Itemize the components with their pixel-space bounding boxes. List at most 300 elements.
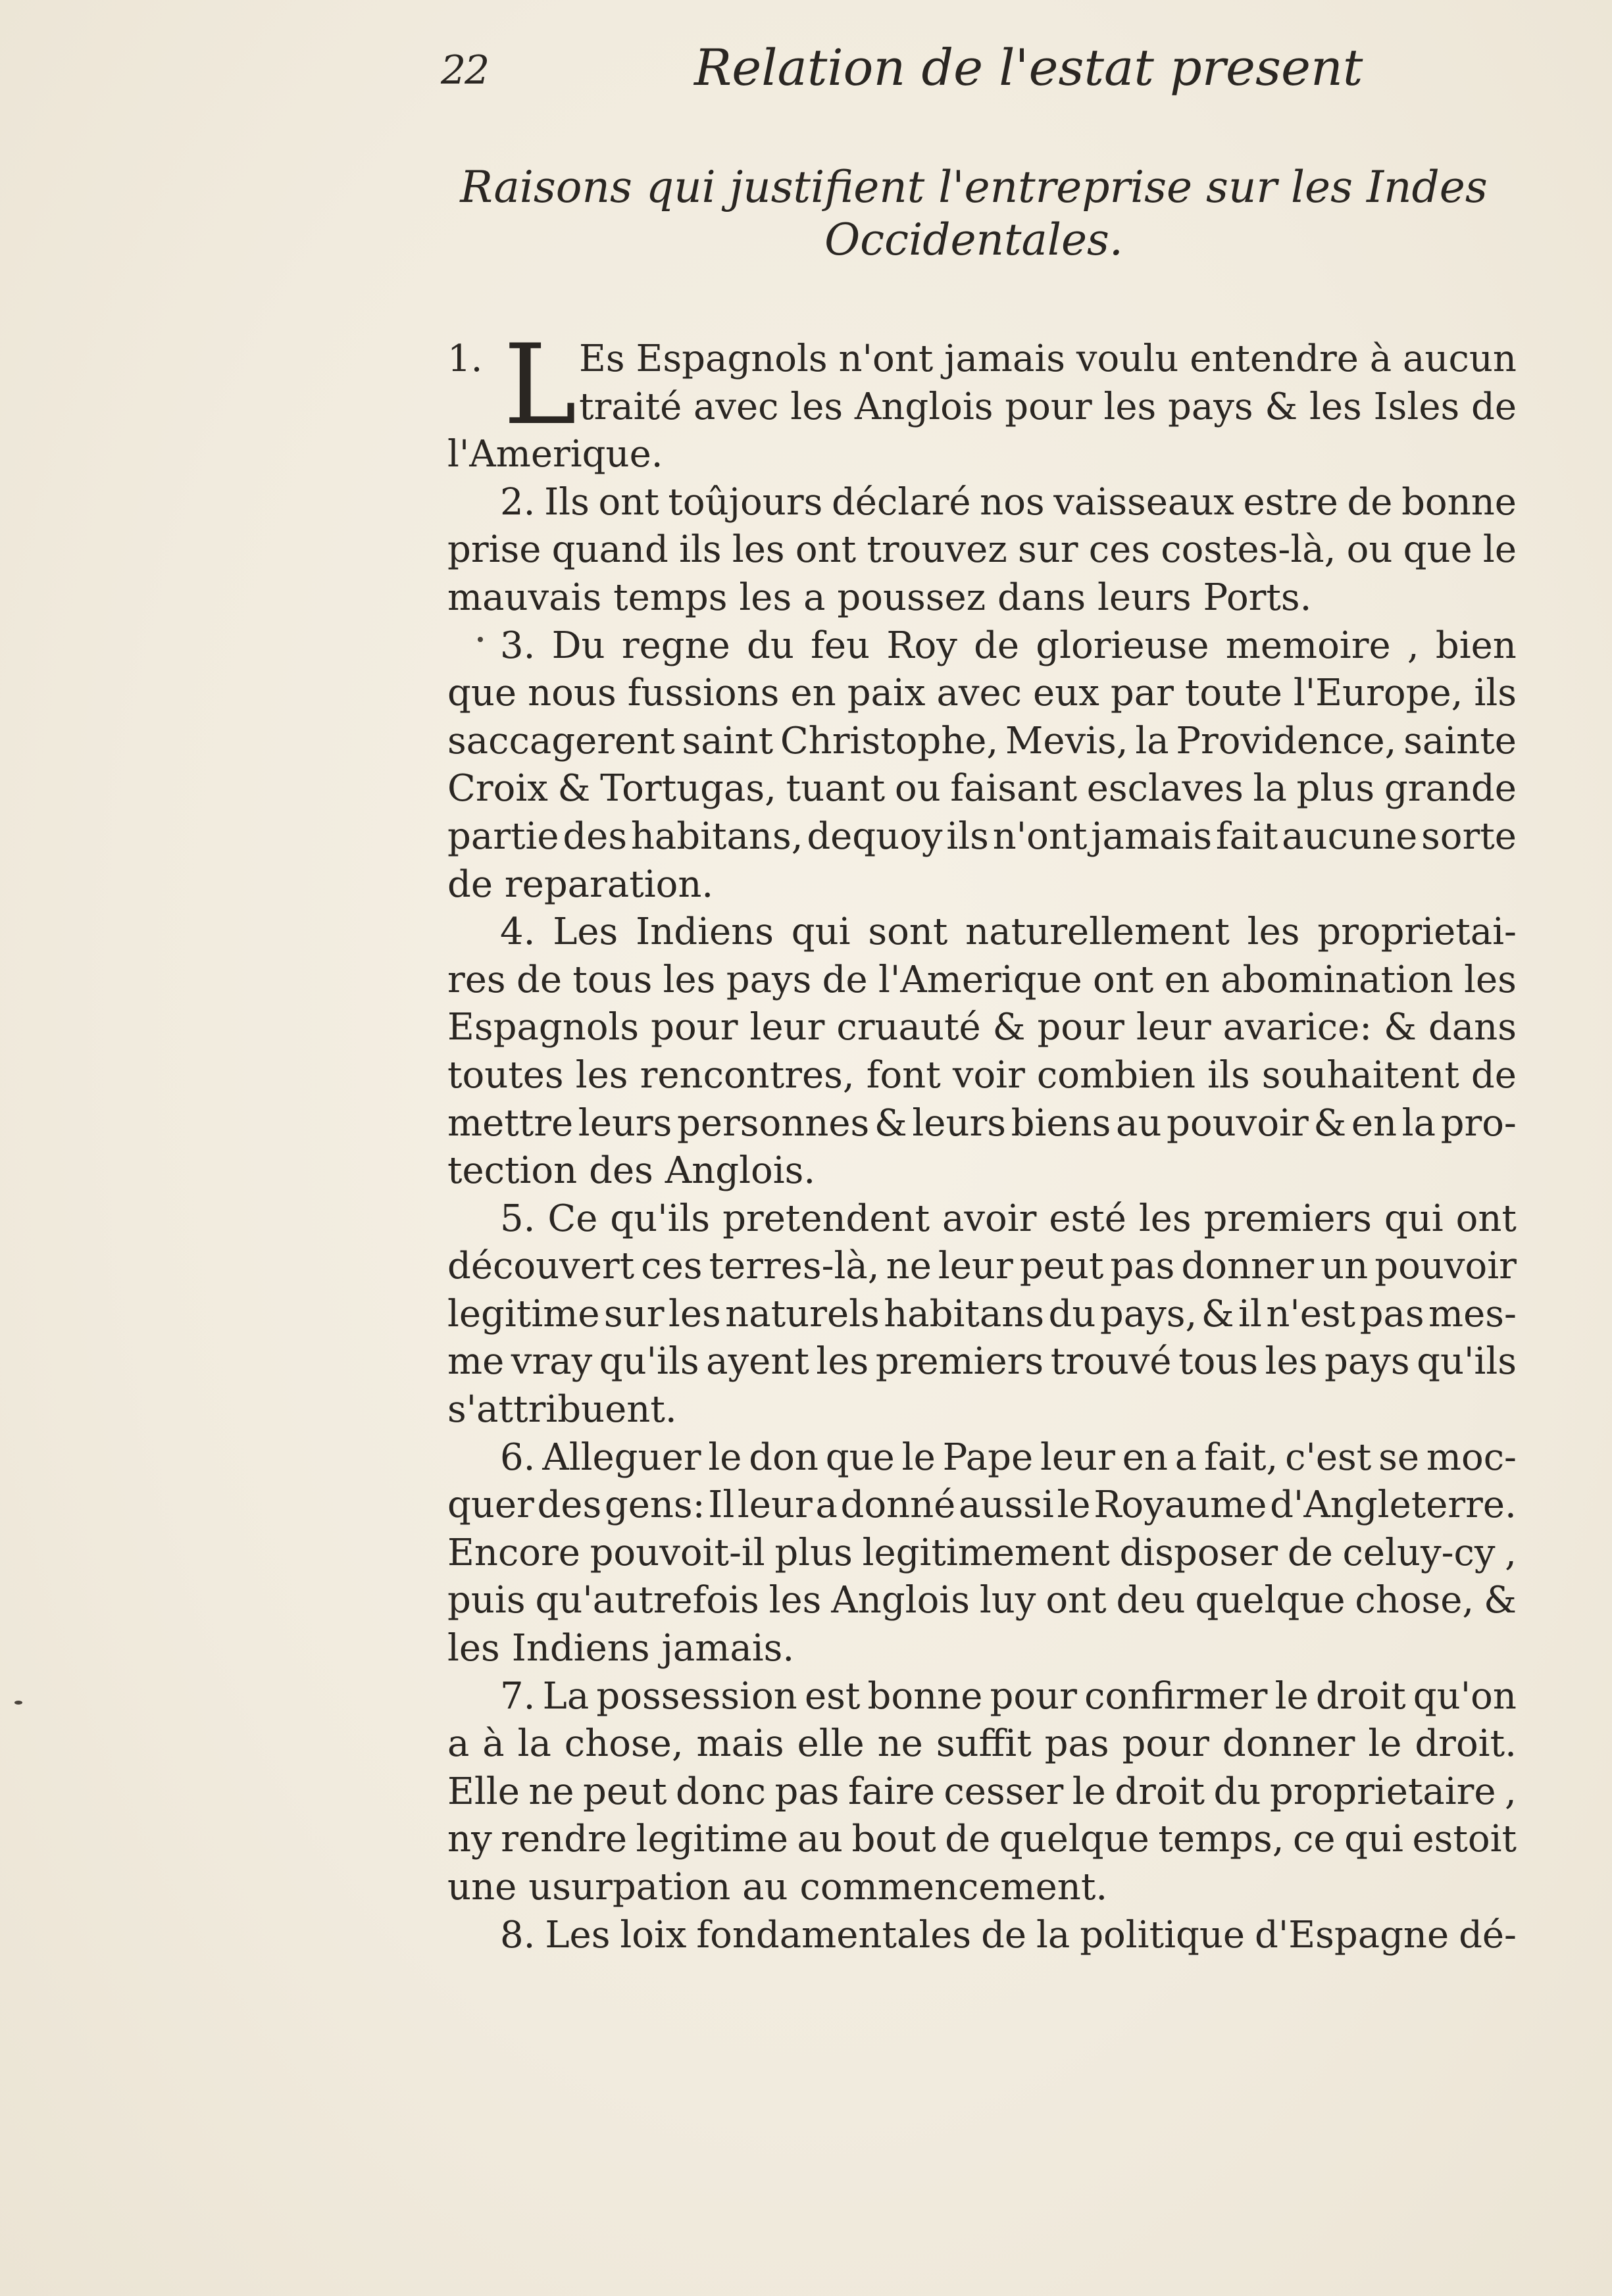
word: La (542, 1674, 590, 1718)
word: sorte (1421, 814, 1517, 858)
word: les (447, 1627, 500, 1670)
word: 5. (500, 1197, 536, 1240)
word: & (1201, 1292, 1234, 1335)
text-line (447, 670, 1517, 718)
word: & (1384, 1006, 1417, 1049)
word: leurs (578, 1101, 672, 1145)
word: pouvoir (1167, 1101, 1309, 1145)
word: les (732, 528, 785, 572)
word: me (447, 1340, 505, 1384)
word: en (790, 672, 836, 715)
text-line (447, 622, 1517, 670)
word: pays (1324, 1340, 1410, 1384)
word: estre (1243, 480, 1338, 524)
word: ce (1293, 1818, 1336, 1861)
word: qui (1384, 1197, 1444, 1240)
word: Pape (942, 1435, 1034, 1479)
word: tuant (786, 767, 886, 811)
word: jamais. (661, 1627, 795, 1670)
word: par (1110, 672, 1174, 715)
word: une (447, 1866, 517, 1909)
text-line (447, 1338, 1517, 1386)
section-title (421, 161, 1526, 266)
word: le (1274, 1674, 1309, 1718)
word: dans (997, 576, 1086, 619)
page-header (441, 38, 1363, 104)
word: puis (447, 1579, 526, 1622)
word: proprietaire (1269, 1770, 1496, 1813)
text-line (447, 1052, 1517, 1100)
word: voir (952, 1053, 1025, 1097)
word: pas (1044, 1722, 1109, 1766)
word: Croix (447, 767, 548, 811)
word: de (1347, 480, 1393, 524)
word: font (866, 1053, 941, 1097)
text-line (447, 1912, 1517, 1960)
word: du (1048, 1292, 1096, 1335)
word: bien (1435, 624, 1517, 667)
word: possession (596, 1674, 797, 1718)
word: n'ont (992, 814, 1088, 858)
word: fait (1215, 814, 1278, 858)
word: que (825, 1435, 895, 1479)
word: Ils (544, 480, 590, 524)
word: a (447, 1722, 470, 1766)
word: n'ont (838, 337, 934, 380)
word: pas (1359, 1292, 1424, 1335)
word: leurs (1097, 576, 1192, 619)
word: pro- (1440, 1101, 1517, 1145)
text-line (447, 1243, 1517, 1291)
word: a (803, 576, 826, 619)
word: luy (979, 1579, 1036, 1622)
word: que (447, 672, 517, 715)
word: les (1265, 1340, 1318, 1384)
word: , (1505, 1531, 1517, 1574)
word: temps (613, 576, 728, 619)
text-line (447, 1004, 1517, 1052)
word: sainte (1403, 719, 1517, 762)
word: les (1464, 958, 1517, 1001)
word: legitime (447, 1292, 600, 1335)
text-line (447, 574, 1517, 622)
word: la (1401, 1101, 1436, 1145)
word: les (1309, 385, 1362, 428)
word: les (768, 1579, 822, 1622)
section-title-line-1: Raisons qui justifient l'entreprise sur les Indes (460, 162, 1488, 212)
word: partie (447, 814, 559, 858)
word: regne (621, 624, 730, 667)
word: sur (1017, 528, 1078, 572)
word: & (1313, 1101, 1347, 1145)
word: les (739, 576, 792, 619)
word: premiers (875, 1340, 1044, 1384)
text-line (447, 1816, 1517, 1864)
word: qu'ils (1417, 1340, 1517, 1384)
text-line (447, 336, 1517, 384)
word: ont (1093, 958, 1154, 1001)
text-line (447, 957, 1517, 1005)
word: qu'ils (599, 1340, 699, 1384)
word: pays, (1099, 1292, 1197, 1335)
body-text (447, 320, 1517, 1959)
word: leurs (912, 1101, 1007, 1145)
word: Anglois (831, 1579, 970, 1622)
word: le (1072, 1770, 1106, 1813)
word: leur (737, 1484, 813, 1527)
word: pouvoit-il (590, 1531, 765, 1574)
word: Les (553, 911, 618, 954)
text-line (447, 1577, 1517, 1625)
word: Ce (547, 1197, 598, 1240)
word: de (1471, 1053, 1517, 1097)
word: fussions (627, 672, 780, 715)
word: du (747, 624, 794, 667)
word: , (1505, 1770, 1517, 1813)
word: nos (980, 480, 1045, 524)
word: mes- (1428, 1292, 1517, 1335)
word: Il (708, 1484, 735, 1527)
word: Mevis, (1005, 719, 1128, 762)
page-number: 22 (441, 47, 489, 93)
text-line (447, 1195, 1517, 1243)
word: qu'on (1413, 1674, 1517, 1718)
word: combien (1036, 1053, 1196, 1097)
line-rest (579, 336, 1517, 384)
word: abomination (1221, 958, 1453, 1001)
word: le (708, 1435, 742, 1479)
word: cruauté (836, 1006, 981, 1049)
word: bout (851, 1818, 936, 1861)
word: ils (1207, 1053, 1250, 1097)
word: avec (693, 385, 779, 428)
word: rendre (501, 1818, 627, 1861)
word: , (1407, 624, 1419, 667)
word: droit (1315, 1674, 1406, 1718)
word: s'attribuent. (447, 1388, 677, 1432)
word: n'est (1266, 1292, 1356, 1335)
word: de (945, 1818, 991, 1861)
word: gens: (604, 1484, 705, 1527)
word: traité (579, 385, 682, 428)
word: sur (603, 1292, 665, 1335)
word: trouvez (867, 528, 1007, 572)
word: feu (811, 624, 870, 667)
word: ont (795, 528, 857, 572)
word: Anglois. (665, 1149, 816, 1193)
word: faisant (950, 767, 1078, 811)
word: saint (682, 719, 774, 762)
word: aucun (1403, 337, 1517, 380)
word: politique (1080, 1913, 1246, 1957)
word: 2. (500, 480, 536, 524)
word: a (1174, 1435, 1197, 1479)
word: Tortugas, (600, 767, 776, 811)
section-title-line-2: Occidentales. (824, 214, 1123, 265)
word: l'Europe, (1293, 672, 1463, 715)
word: temps, (1158, 1818, 1284, 1861)
word: sont (868, 911, 948, 954)
drop-cap: L (503, 320, 577, 449)
word: fondamentales (696, 1913, 972, 1957)
word: avarice: (1222, 1006, 1373, 1049)
word: ils (1474, 672, 1517, 715)
word: don (749, 1435, 819, 1479)
word: toute (1184, 672, 1282, 715)
text-line (447, 718, 1517, 766)
word: de (1471, 385, 1517, 428)
word: en (1122, 1435, 1168, 1479)
word: Alleguer (542, 1435, 701, 1479)
text-line (447, 909, 1517, 957)
word: ne (877, 1722, 923, 1766)
text-line (447, 1291, 1517, 1339)
word: avoir (942, 1197, 1037, 1240)
word: les (668, 1292, 721, 1335)
word: de (974, 624, 1020, 667)
word: Providence, (1176, 719, 1397, 762)
word: c'est (1285, 1435, 1372, 1479)
word: donné (840, 1484, 956, 1527)
word: terres-là, (709, 1245, 880, 1288)
word: pays (726, 958, 812, 1001)
word: Les (545, 1913, 611, 1957)
word: estoit (1412, 1818, 1517, 1861)
word: les (1247, 911, 1300, 954)
word: & (557, 767, 591, 811)
word: l'Amerique. (447, 433, 663, 476)
word: qu'ils (610, 1197, 711, 1240)
word: bonne (1401, 480, 1517, 524)
word: Isles (1373, 385, 1460, 428)
text-line (447, 1100, 1517, 1148)
word: & (992, 1006, 1026, 1049)
word: pouvoir (1374, 1245, 1517, 1288)
word: nous (528, 672, 617, 715)
word: de (822, 958, 868, 1001)
text-line (447, 431, 1517, 479)
word: avec (936, 672, 1022, 715)
word: la (1135, 719, 1169, 762)
word: esté (1049, 1197, 1126, 1240)
text-line (447, 1720, 1517, 1768)
word: d'Angleterre. (1270, 1484, 1517, 1527)
word: est (804, 1674, 861, 1718)
text-line (447, 1864, 1517, 1912)
word: déclaré (831, 480, 971, 524)
word: reparation. (504, 862, 714, 906)
word: Roy (886, 624, 957, 667)
word: jamais (944, 337, 1066, 380)
word: loix (620, 1913, 687, 1957)
word: confirmer (1084, 1674, 1268, 1718)
word: cesser (944, 1770, 1064, 1813)
word: grande (1384, 767, 1517, 811)
word: ne (886, 1245, 932, 1288)
word: eux (1033, 672, 1099, 715)
word: proprietai- (1317, 911, 1517, 954)
word: les (1138, 1197, 1192, 1240)
word: pretendent (722, 1197, 930, 1240)
word: ny (447, 1818, 492, 1861)
word: les (790, 385, 844, 428)
word: pour (1037, 1006, 1124, 1049)
word: de (981, 1913, 1027, 1957)
word: qui (791, 911, 851, 954)
word: la (1036, 1913, 1070, 1957)
word: esclaves (1086, 767, 1244, 811)
word: se (1378, 1435, 1420, 1479)
word: ont (1455, 1197, 1517, 1240)
word: au (1115, 1101, 1162, 1145)
word: & (874, 1101, 907, 1145)
text-line (447, 1530, 1517, 1578)
word: à (1369, 337, 1392, 380)
word: Royaume (1094, 1484, 1267, 1527)
word: ne (528, 1770, 574, 1813)
text-line (447, 384, 1517, 432)
word: naturellement (965, 911, 1230, 954)
word: fait, (1203, 1435, 1278, 1479)
word: saccagerent (447, 719, 675, 762)
word: l'Amerique (878, 958, 1082, 1001)
word: leur (1136, 1006, 1211, 1049)
word: le (901, 1435, 936, 1479)
word: mettre (447, 1101, 574, 1145)
word: costes-là, (1161, 528, 1336, 572)
text-line (447, 813, 1517, 861)
text-line (447, 1434, 1517, 1482)
word: droit (1115, 1770, 1205, 1813)
word: Es (579, 337, 625, 380)
print-speck (14, 1701, 22, 1705)
word: quand (551, 528, 668, 572)
word: poussez (837, 576, 986, 619)
word: prise (447, 528, 542, 572)
word: trouvé (1050, 1340, 1172, 1384)
word: qui (1344, 1818, 1403, 1861)
word: rencontres, (640, 1053, 855, 1097)
word: les (1103, 385, 1157, 428)
word: en (1164, 958, 1210, 1001)
word: quer (447, 1484, 534, 1527)
word: donner (1181, 1245, 1315, 1288)
word: dequoy (807, 814, 943, 858)
word: toutes (447, 1053, 564, 1097)
word: Indiens (511, 1627, 650, 1670)
word: ayent (706, 1340, 809, 1384)
word: elle (797, 1722, 865, 1766)
word: legitime (636, 1818, 788, 1861)
word: de (516, 958, 562, 1001)
text-line (447, 1147, 1517, 1195)
word: leur (1040, 1435, 1115, 1479)
word: a (815, 1484, 838, 1527)
word: quelque (1195, 1579, 1346, 1622)
word: & (1484, 1579, 1517, 1622)
word: ont (1045, 1579, 1107, 1622)
word: Christophe, (780, 719, 999, 762)
word: mauvais (447, 576, 602, 619)
word: Encore (447, 1531, 580, 1574)
word: dans (1428, 1006, 1517, 1049)
word: personnes (677, 1101, 870, 1145)
word: 4. (500, 911, 536, 954)
word: le (1368, 1722, 1402, 1766)
word: Espagnols (636, 337, 828, 380)
word: legitimement (862, 1531, 1110, 1574)
text-line (447, 526, 1517, 574)
word: habitans (884, 1292, 1045, 1335)
word: le (1482, 528, 1517, 572)
word: jamais (1091, 814, 1213, 858)
word: res (447, 958, 506, 1001)
word: il (1238, 1292, 1262, 1335)
word: 7. (500, 1674, 536, 1718)
word: tous (1178, 1340, 1259, 1384)
word: plus (774, 1531, 853, 1574)
word: tous (572, 958, 653, 1001)
word: chose, (564, 1722, 684, 1766)
word: 3. (500, 624, 536, 667)
word: tection (447, 1149, 578, 1193)
word: naturels (725, 1292, 880, 1335)
word: pas (774, 1770, 840, 1813)
word: ces (641, 1245, 703, 1288)
text-line (447, 1386, 1517, 1434)
word: pas (1110, 1245, 1175, 1288)
word: le (1057, 1484, 1091, 1527)
word: que (1403, 528, 1473, 572)
word: 6. (500, 1435, 536, 1479)
word: dé- (1459, 1913, 1517, 1957)
word: vray (511, 1340, 593, 1384)
word: voulu (1076, 337, 1179, 380)
word: des (589, 1149, 653, 1193)
word: ou (894, 767, 941, 811)
word: entendre (1190, 337, 1359, 380)
text-line (447, 861, 1517, 909)
text-line (447, 1625, 1517, 1673)
word: donner (1222, 1722, 1355, 1766)
word: disposer (1119, 1531, 1278, 1574)
word: biens (1011, 1101, 1111, 1145)
word: deu (1116, 1579, 1186, 1622)
word: du (1213, 1770, 1261, 1813)
word: ces (1088, 528, 1150, 572)
word: peut (1019, 1245, 1104, 1288)
running-title: Relation de l'estat present (694, 38, 1363, 97)
word: droit. (1415, 1722, 1517, 1766)
word: qu'autrefois (535, 1579, 759, 1622)
text-line (447, 1482, 1517, 1530)
word: ils (679, 528, 722, 572)
word: les (816, 1340, 869, 1384)
word: memoire (1225, 624, 1391, 667)
word: usurpation (528, 1866, 731, 1909)
text-line (447, 1673, 1517, 1721)
word: Du (551, 624, 605, 667)
word: en (1351, 1101, 1398, 1145)
word: 1. (447, 337, 483, 380)
text-line (447, 765, 1517, 813)
word: ou (1346, 528, 1393, 572)
word: au (742, 1866, 788, 1909)
word: suffit (936, 1722, 1032, 1766)
word: & (1265, 385, 1298, 428)
word: habitans, (630, 814, 803, 858)
word: ont (598, 480, 659, 524)
